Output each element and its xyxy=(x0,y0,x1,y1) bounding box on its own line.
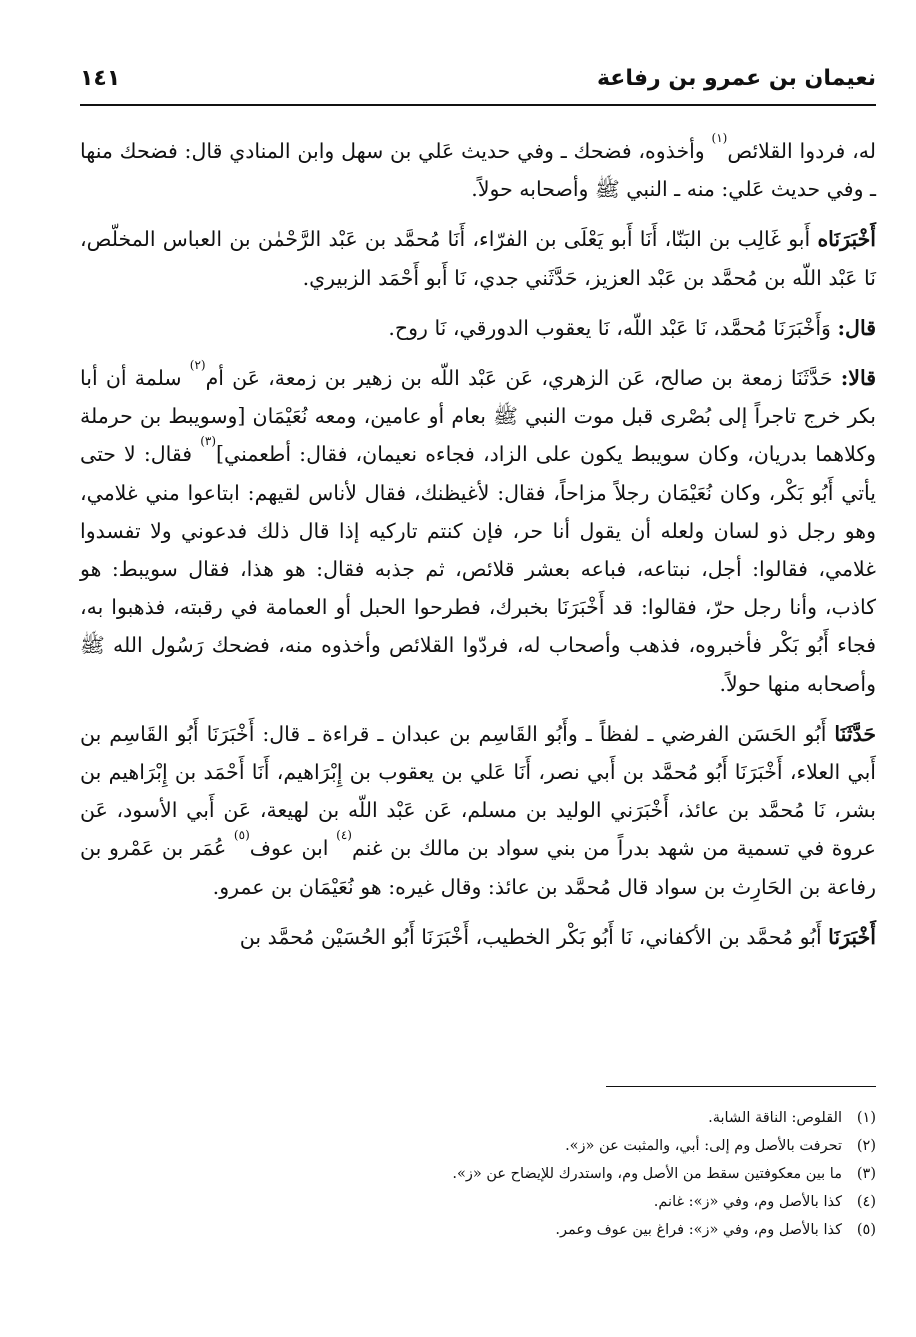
footnote xyxy=(80,1104,876,1132)
footnote-text: القلوص: الناقة الشابة. xyxy=(708,1110,842,1126)
paragraph xyxy=(80,220,876,296)
footnote-ref: (١) xyxy=(711,131,728,145)
footnote-ref: (٣) xyxy=(200,434,217,449)
footnote-text: ما بين معكوفتين سقط من الأصل وم، واستدرك للإيضاح عن «ز». xyxy=(452,1166,842,1182)
text-run: له، فردوا القلائص xyxy=(727,139,876,163)
main-text xyxy=(80,132,876,968)
paragraph xyxy=(80,359,876,703)
paragraph xyxy=(80,715,876,906)
header-rule xyxy=(80,104,876,106)
footnote-number: (٥) xyxy=(856,1222,876,1238)
isnad-keyword: قال: xyxy=(837,315,876,340)
text-run: وَأَخْبَرَنَا مُحمَّد، نَا عَبْد اللّه، نَا يعقوب الدورقي، نَا روح. xyxy=(388,315,838,340)
text-run: ابن عوف xyxy=(249,836,337,861)
paragraph xyxy=(80,918,876,956)
footnote-number: (٤) xyxy=(856,1194,876,1210)
isnad-keyword: أَخْبَرَنَاه xyxy=(817,227,876,252)
text-run: فقال: لا حتى يأتي أَبُو بَكْر، وكان نُعَيْمَان رجلاً مزاحاً، فقال: لأغيظنك، فقال لأناس لقيهم: ابتاعوا مني غلامي، وهو رجل ذو لسان ولعله أن يقول أنا حر، فإن كنتم تاركيه إذا قال ذلك فدعوني ولا تفسدوا غلامي، فقالوا: أجل، نبتاعه، فباعه بعشر قلائص، ثم جذبه فقال: هو هذا، فقال سويبط: هو كاذب، وأنا رجل حرّ، فقالوا: قد أَخْبَرَنَا بخبرك، فطرحوا الحبل أو العمامة في رقبته، فذهبوا به، فجاء أَبُو بَكْر فأخبروه، فذهب وأصحاب له، فردّوا القلائص وأخذوه منه، فضحك رَسُول الله ﷺ وأصحابه منها حولاً. xyxy=(80,442,876,696)
footnote xyxy=(80,1216,876,1244)
footnote xyxy=(80,1160,876,1188)
footnote-text: كذا بالأصل وم، وفي «ز»: غانم. xyxy=(653,1194,842,1210)
footnotes xyxy=(80,1104,876,1244)
running-header xyxy=(80,60,876,100)
text-run: حَدَّثَنَا زمعة بن صالح، عَن الزهري، عَن عَبْد اللّه بن زهير بن زمعة، عَن أم xyxy=(205,366,841,391)
footnote-ref: (٥) xyxy=(233,828,250,843)
isnad-keyword: أَخْبَرَنَا xyxy=(828,924,876,949)
footnote-rule xyxy=(606,1086,876,1087)
text-run: سلمة أن أبا بكر خرج تاجراً إلى بُصْرى قبل موت النبي ﷺ بعام أو عامين، ومعه نُعَيْمَان [وسويبط بن حرملة وكلاهما بدريان، وكان سويبط يكون على الزاد، فجاءه نعيمان، فقال: أطعمني] xyxy=(80,366,877,467)
footnote-ref: (٤) xyxy=(336,828,352,843)
text-run: وأخذوه، فضحك ـ وفي حديث عَلي بن سهل وابن المنادي قال: فضحك منها ـ وفي حديث عَلي: منه ـ النبي ﷺ وأصحابه حولاً. xyxy=(80,139,876,202)
text-run: أَبو غَالِب بن البَنّا، أَنَا أَبو يَعْلَى بن الفرّاء، أَنَا مُحمَّد بن عَبْد الرَّحْمٰن بن العباس المخلّص، نَا عَبْد اللّه بن مُحمَّد بن عَبْد العزيز، حَدَّثَني جدي، نَا أَبو أَحْمَد الزبيري. xyxy=(80,227,876,290)
paragraph xyxy=(80,132,876,208)
footnote-number: (٣) xyxy=(856,1166,876,1182)
footnote-text: تحرفت بالأصل وم إلى: أبي، والمثبت عن «ز». xyxy=(565,1138,842,1154)
text-run: أَبُو الحَسَن الفرضي ـ لفظاً ـ وأَبُو القَاسِم بن عبدان ـ قراءة ـ قال: أَخْبَرَنَا أَبُو القَاسِم بن أَبي العلاء، أَخْبَرَنَا أَبُو مُحمَّد بن أَبي نصر، أَنَا عَلي بن يعقوب بن إِبْرَاهيم، أَنَا أَحْمَد بن إِبْرَاهيم بن بشر، نَا مُحمَّد بن عائذ، أَخْبَرَني الوليد بن مسلم، عَن عَبْد اللّه بن لهيعة، عَن أَبي الأسود، عَن عروة في تسمية من شهد بدراً من بني سواد بن مالك بن غنم xyxy=(80,721,876,861)
text-run: عُمَر بن عَمْرو بن رفاعة بن الحَارِث بن سواد قال مُحمَّد بن عائذ: وقال غيره: هو نُعَيْمَان بن عمرو. xyxy=(80,836,876,899)
footnote-text: كذا بالأصل وم، وفي «ز»: فراغ بين عوف وعمر. xyxy=(555,1222,842,1238)
isnad-keyword: حَدَّثَنَا xyxy=(834,721,876,746)
footnote-number: (٢) xyxy=(856,1138,876,1154)
footnote-ref: (٢) xyxy=(189,358,206,373)
footnote xyxy=(80,1132,876,1160)
text-run: أَبُو مُحمَّد بن الأكفاني، نَا أَبُو بَكْر الخطيب، أَخْبَرَنَا أَبُو الحُسَيْن مُحمَّد بن xyxy=(239,924,829,949)
footnote xyxy=(80,1188,876,1216)
paragraph xyxy=(80,309,876,347)
chapter-title: نعيمان بن عمرو بن رفاعة xyxy=(596,66,876,91)
footnote-number: (١) xyxy=(856,1110,876,1126)
page-number: ١٤١ xyxy=(80,66,121,91)
isnad-keyword: قالا: xyxy=(840,366,876,391)
